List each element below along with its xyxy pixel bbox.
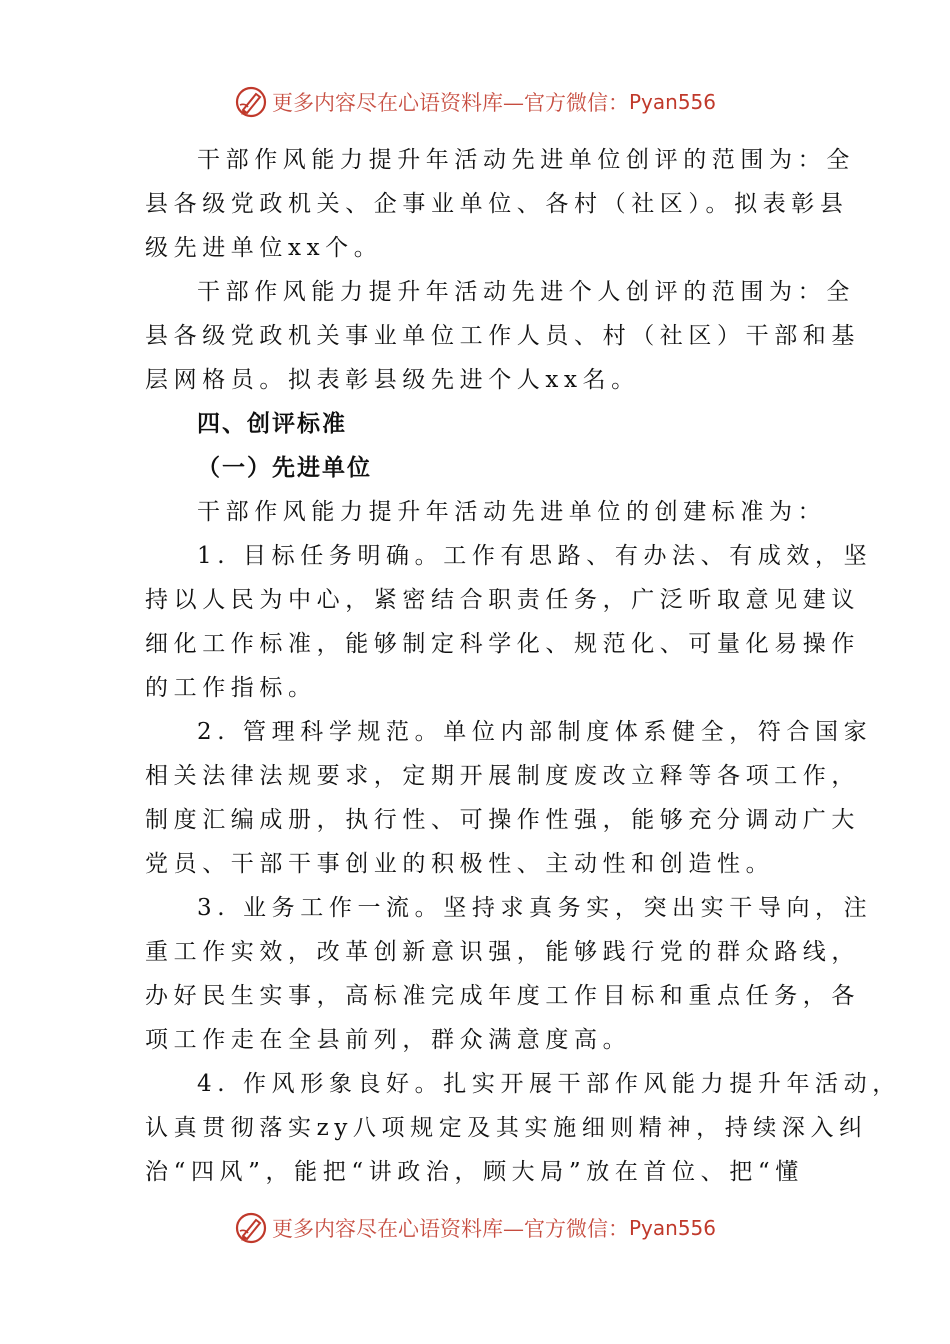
paragraph-line: 干部作风能力提升年活动先进个人创评的范围为：全 <box>197 279 855 305</box>
paragraph-line: 项工作走在全县前列，群众满意度高。 <box>145 1027 632 1053</box>
watermark-text: 更多内容尽在心语资料库—官方微信： <box>271 91 629 115</box>
paragraph-line: 持以人民为中心，紧密结合职责任务，广泛听取意见建议 <box>145 587 860 613</box>
document-body <box>145 138 901 1194</box>
section-heading: 四、创评标准 <box>197 411 347 437</box>
paragraph-line: 2. 管理科学规范。单位内部制度体系健全，符合国家 <box>197 719 873 745</box>
paragraph-line: 制度汇编成册，执行性、可操作性强，能够充分调动广大 <box>145 807 860 833</box>
paragraph-line: 办好民生实事，高标准完成年度工作目标和重点任务，各 <box>145 983 860 1009</box>
paragraph-line: 重工作实效，改革创新意识强，能够践行党的群众路线， <box>145 939 860 965</box>
watermark-wechat-id: Pyan556 <box>628 90 716 114</box>
watermark-header <box>0 82 950 122</box>
paragraph-line: 县各级党政机关、企事业单位、各村（社区）。拟表彰县 <box>145 191 849 217</box>
paragraph-line: 干部作风能力提升年活动先进单位的创建标准为： <box>197 499 827 525</box>
watermark-wechat-id: Pyan556 <box>628 1216 716 1240</box>
watermark-text: 更多内容尽在心语资料库—官方微信： <box>271 1217 629 1241</box>
paragraph-line: 细化工作标准，能够制定科学化、规范化、可量化易操作 <box>145 631 860 657</box>
paragraph-line: 的工作指标。 <box>145 675 317 701</box>
paragraph-line: 县各级党政机关事业单位工作人员、村（社区）干部和基 <box>145 323 860 349</box>
paragraph-line: 4. 作风形象良好。扎实开展干部作风能力提升年活动， <box>197 1071 901 1097</box>
paragraph-line: 层网格员。拟表彰县级先进个人xx名。 <box>145 367 640 393</box>
paragraph-line: 党员、干部干事创业的积极性、主动性和创造性。 <box>145 851 775 877</box>
paragraph-line: 治“四风”，能把“讲政治，顾大局”放在首位、把“懂 <box>145 1159 804 1185</box>
pen-logo-icon <box>234 1211 268 1245</box>
paragraph-line: 干部作风能力提升年活动先进单位创评的范围为：全 <box>197 147 855 173</box>
paragraph-line: 相关法律法规要求，定期开展制度废改立释等各项工作， <box>145 763 860 789</box>
watermark-footer <box>0 1208 950 1248</box>
paragraph-line: 3. 业务工作一流。坚持求真务实，突出实干导向，注 <box>197 895 873 921</box>
paragraph-line: 1. 目标任务明确。工作有思路、有办法、有成效，坚 <box>197 543 873 569</box>
subsection-heading: （一）先进单位 <box>197 455 372 481</box>
paragraph-line: 认真贯彻落实zy八项规定及其实施细则精神，持续深入纠 <box>145 1115 868 1141</box>
pen-logo-icon <box>234 85 268 119</box>
paragraph-line: 级先进单位xx个。 <box>145 235 383 261</box>
